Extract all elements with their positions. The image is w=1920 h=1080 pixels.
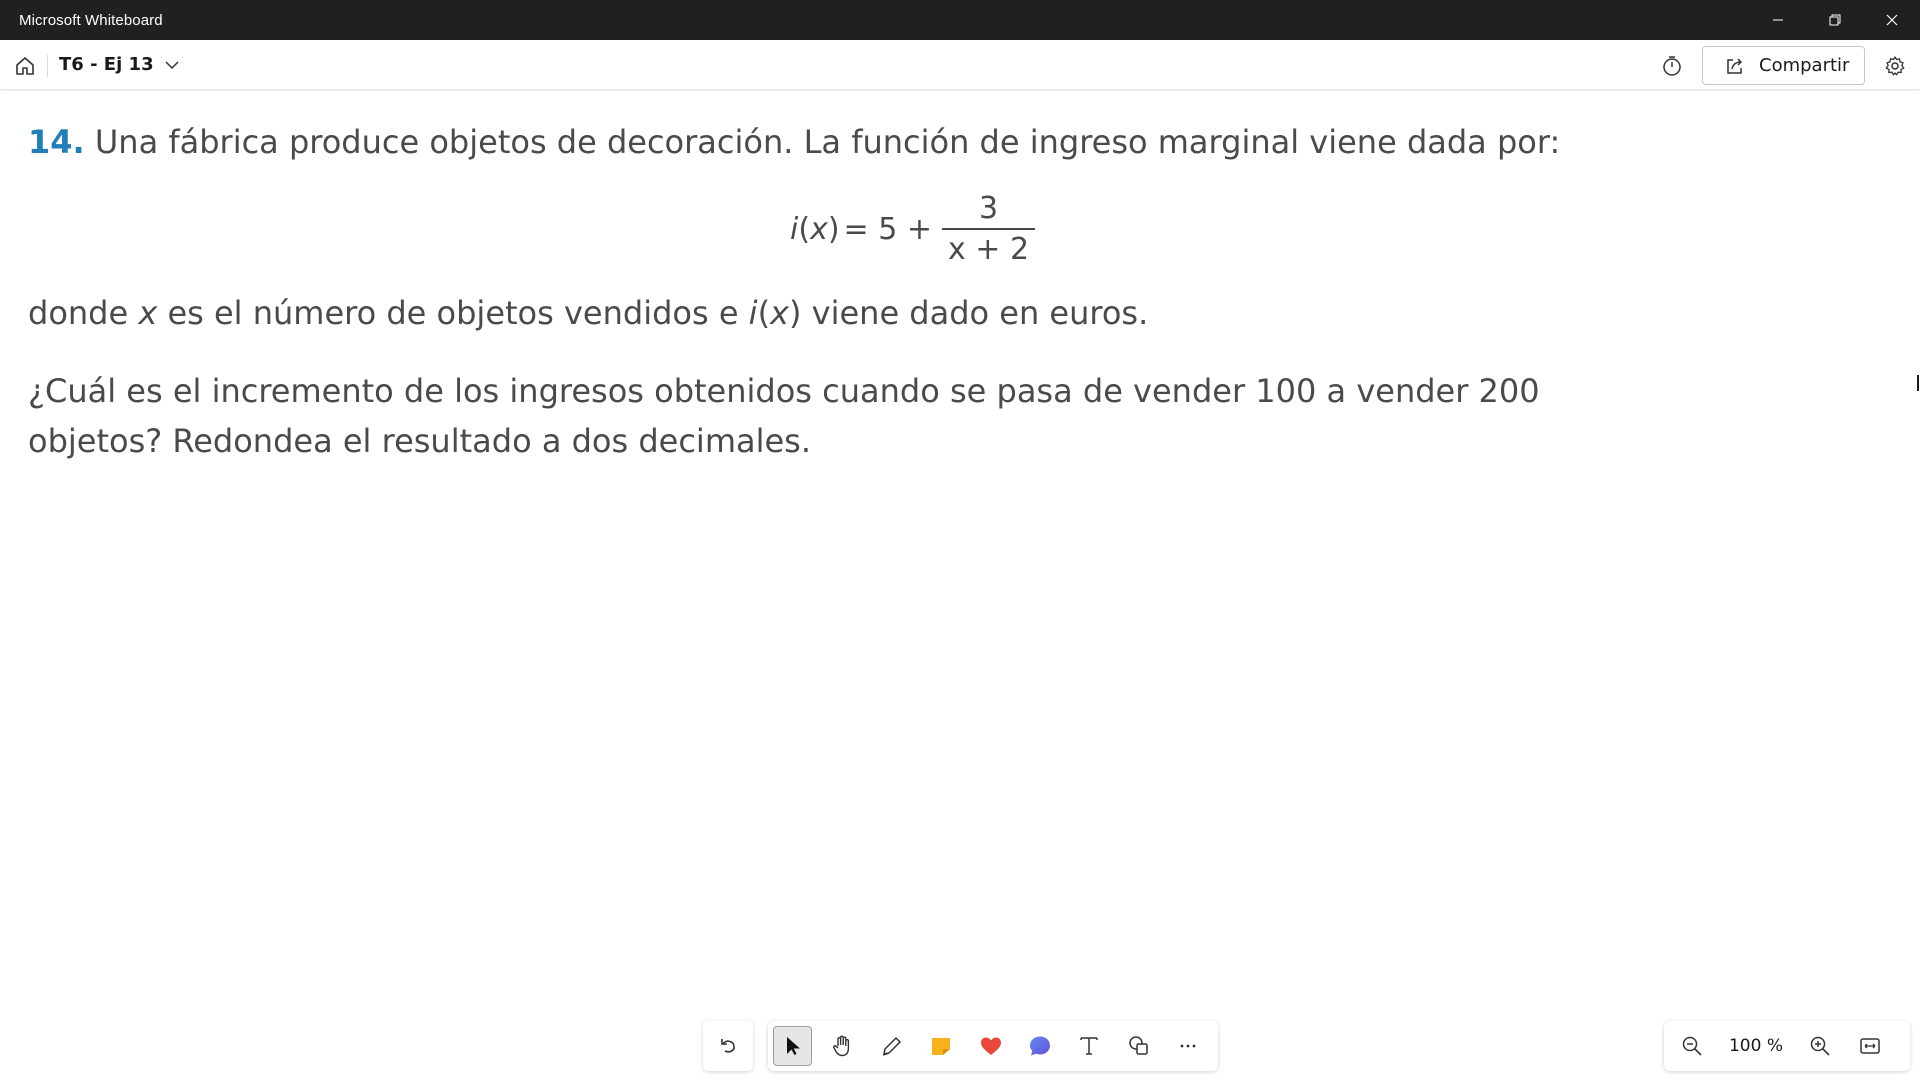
function-i: i [748,294,758,332]
text-icon [1077,1034,1101,1058]
board-name-dropdown[interactable] [59,54,180,75]
shapes-tool[interactable] [1119,1026,1158,1066]
text-cursor [1917,375,1919,391]
tools-toolbar [768,1021,1218,1071]
fit-screen-icon [1859,1035,1881,1057]
variable-definition-line [28,294,1148,332]
window-controls [1749,0,1920,40]
header-divider [47,55,48,77]
variable-x: x [138,294,158,332]
undo-button[interactable] [703,1021,753,1071]
formula-var: x [810,211,828,247]
board-name: T6 - Ej 13 [59,54,154,75]
share-icon [1725,56,1745,76]
close-button[interactable] [1863,0,1920,40]
gear-icon [1884,55,1906,77]
hand-tool[interactable] [822,1026,861,1066]
select-tool[interactable] [773,1026,812,1066]
whiteboard-canvas[interactable] [0,91,1920,1080]
formula-paren-open: ( [798,211,811,247]
close-icon [1885,13,1899,27]
problem-number: 14. [28,123,85,161]
more-icon [1176,1034,1200,1058]
problem-statement-line [28,123,1560,161]
text-tool[interactable] [1070,1026,1109,1066]
restore-button[interactable] [1806,0,1863,40]
zoom-out-button[interactable] [1672,1026,1712,1066]
zoom-level[interactable]: 100 % [1728,1036,1783,1056]
comment-icon [1028,1034,1052,1058]
zoom-controls [1664,1021,1910,1071]
sticky-note-tool[interactable] [921,1026,960,1066]
zoom-out-icon [1681,1035,1703,1057]
question-line: ¿Cuál es el incremento de los ingresos obtenidos cuando se pasa de vender 100 a vender 200 [28,372,1540,410]
minimize-button[interactable] [1749,0,1806,40]
zoom-in-button[interactable] [1800,1026,1840,1066]
app-title: Microsoft Whiteboard [19,11,163,29]
home-icon [14,55,36,77]
window-title-bar [0,0,1920,40]
text-segment: donde [28,294,139,332]
variable-x: x [770,294,789,332]
chevron-down-icon [164,57,180,73]
pen-icon [880,1034,904,1058]
formula-equals-part: = 5 + [843,211,932,247]
formula-func: i [790,211,799,247]
minimize-icon [1771,13,1785,27]
home-button[interactable] [12,53,38,79]
hand-icon [830,1034,854,1058]
undo-icon [717,1035,739,1057]
app-header [0,40,1920,90]
reactions-tool[interactable] [971,1026,1010,1066]
fit-to-screen-button[interactable] [1850,1026,1890,1066]
timer-button[interactable] [1659,53,1685,79]
formula-denominator: x + 2 [942,228,1035,267]
timer-icon [1661,55,1683,77]
settings-button[interactable] [1882,53,1908,79]
sticky-note-icon [929,1034,953,1058]
zoom-in-icon [1809,1035,1831,1057]
paren-open: ( [757,294,771,332]
shapes-icon [1127,1034,1151,1058]
share-label: Compartir [1759,55,1850,76]
marginal-revenue-formula [790,191,1035,267]
text-segment: viene dado en euros. [801,294,1149,332]
formula-fraction [942,191,1035,267]
formula-paren-close: ) [827,211,840,247]
problem-intro-text: Una fábrica produce objetos de decoración. La función de ingreso marginal viene dada por: [84,123,1561,161]
more-tools-button[interactable] [1169,1026,1208,1066]
restore-icon [1828,13,1842,27]
text-segment: es el número de objetos vendidos e [157,294,749,332]
pointer-icon [781,1034,805,1058]
pen-tool[interactable] [872,1026,911,1066]
heart-icon [979,1034,1003,1058]
paren-close: ) [788,294,802,332]
formula-numerator: 3 [978,191,999,226]
comment-tool[interactable] [1020,1026,1059,1066]
question-line: objetos? Redondea el resultado a dos decimales. [28,422,812,460]
share-button[interactable] [1702,46,1865,85]
